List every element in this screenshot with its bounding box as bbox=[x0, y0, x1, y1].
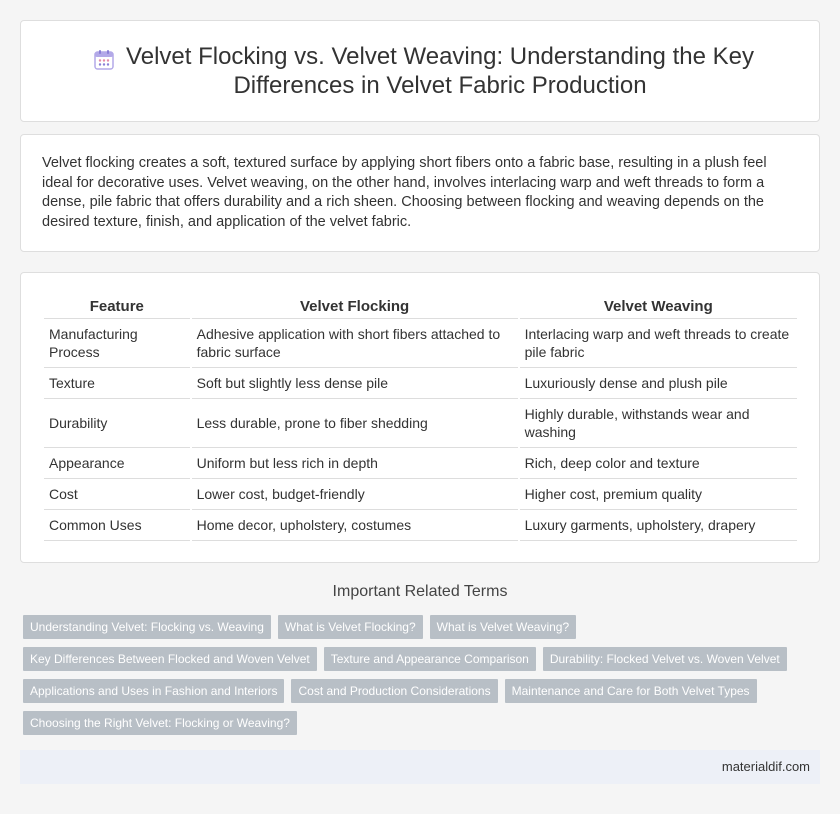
comparison-table bbox=[42, 295, 799, 541]
intro-paragraph: Velvet flocking creates a soft, textured surface by applying short fibers onto a fabric base, resulting in a plush feel ideal for decorative uses. Velvet weaving, on the other hand, involves interlacing warp and weft threads to form a dense, pile fabric that offers durability and a rich sheen. Choosing between flocking and weaving depends on the desired texture, finish, and application of the velvet fabric. bbox=[42, 155, 767, 230]
table-cell-flocking: Uniform but less rich in depth bbox=[192, 448, 518, 479]
related-term-tag[interactable]: Cost and Production Considerations bbox=[291, 679, 497, 703]
table-cell-feature: Common Uses bbox=[44, 510, 190, 541]
column-header-weaving: Velvet Weaving bbox=[520, 295, 797, 319]
table-cell-weaving: Highly durable, withstands wear and washing bbox=[520, 399, 797, 448]
table-cell-flocking: Less durable, prone to fiber shedding bbox=[192, 399, 518, 448]
table-row bbox=[44, 399, 797, 448]
table-cell-feature: Cost bbox=[44, 479, 190, 510]
table-row bbox=[44, 448, 797, 479]
table-header-row bbox=[44, 295, 797, 319]
related-term-tag[interactable]: Texture and Appearance Comparison bbox=[324, 647, 536, 671]
related-term-tag[interactable]: Maintenance and Care for Both Velvet Types bbox=[505, 679, 757, 703]
table-cell-weaving: Interlacing warp and weft threads to create pile fabric bbox=[520, 319, 797, 368]
table-cell-feature: Appearance bbox=[44, 448, 190, 479]
table-cell-feature: Manufacturing Process bbox=[44, 319, 190, 368]
related-terms-list bbox=[23, 615, 823, 735]
table-cell-feature: Durability bbox=[44, 399, 190, 448]
related-term-tag[interactable]: Understanding Velvet: Flocking vs. Weaving bbox=[23, 615, 271, 639]
table-cell-weaving: Rich, deep color and texture bbox=[520, 448, 797, 479]
related-term-tag[interactable]: What is Velvet Weaving? bbox=[430, 615, 577, 639]
related-term-tag[interactable]: Applications and Uses in Fashion and Interiors bbox=[23, 679, 284, 703]
table-cell-weaving: Higher cost, premium quality bbox=[520, 479, 797, 510]
table-row bbox=[44, 368, 797, 399]
column-header-feature: Feature bbox=[44, 295, 190, 319]
footer bbox=[20, 750, 820, 784]
table-cell-feature: Texture bbox=[44, 368, 190, 399]
table-cell-weaving: Luxuriously dense and plush pile bbox=[520, 368, 797, 399]
comparison-table-card bbox=[20, 272, 820, 563]
table-row bbox=[44, 510, 797, 541]
related-terms-heading: Important Related Terms bbox=[332, 583, 508, 600]
table-row bbox=[44, 479, 797, 510]
related-term-tag[interactable]: Key Differences Between Flocked and Woven Velvet bbox=[23, 647, 317, 671]
footer-site-name[interactable]: materialdif.com bbox=[721, 759, 810, 774]
table-cell-weaving: Luxury garments, upholstery, drapery bbox=[520, 510, 797, 541]
related-term-tag[interactable]: What is Velvet Flocking? bbox=[278, 615, 423, 639]
related-term-tag[interactable]: Choosing the Right Velvet: Flocking or Weaving? bbox=[23, 711, 297, 735]
header-card bbox=[20, 20, 820, 122]
column-header-flocking: Velvet Flocking bbox=[192, 295, 518, 319]
intro-card bbox=[20, 134, 820, 252]
table-cell-flocking: Adhesive application with short fibers attached to fabric surface bbox=[192, 319, 518, 368]
related-term-tag[interactable]: Durability: Flocked Velvet vs. Woven Velvet bbox=[543, 647, 787, 671]
table-cell-flocking: Lower cost, budget-friendly bbox=[192, 479, 518, 510]
table-cell-flocking: Home decor, upholstery, costumes bbox=[192, 510, 518, 541]
table-row bbox=[44, 319, 797, 368]
page-title: Velvet Flocking vs. Velvet Weaving: Understanding the Key Differences in Velvet Fabric Production bbox=[126, 43, 754, 99]
table-cell-flocking: Soft but slightly less dense pile bbox=[192, 368, 518, 399]
